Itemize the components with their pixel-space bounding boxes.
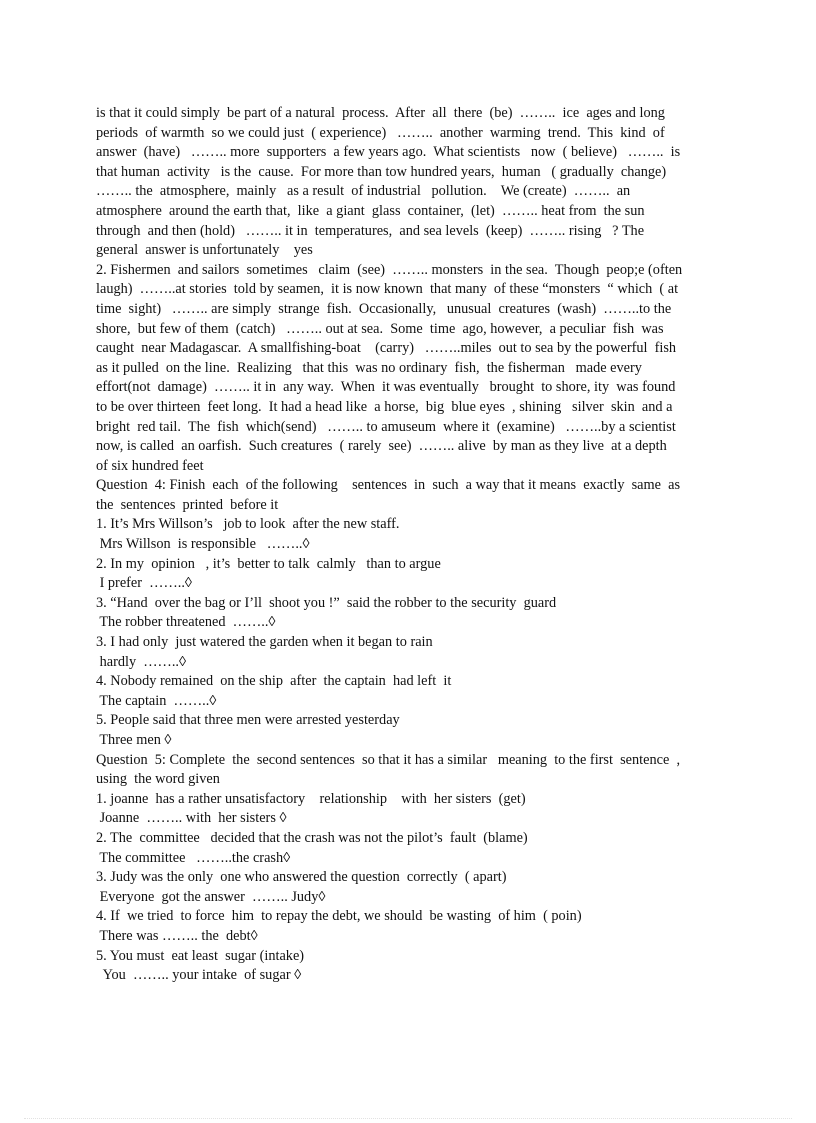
text-line: bright red tail. The fish which(send) …….. to amuseum where it (examine) ……..by a scientist	[96, 418, 676, 435]
text-line: shore, but few of them (catch) …….. out at sea. Some time ago, however, a peculiar fish was	[96, 320, 664, 337]
text-line: The robber threatened ……..◊	[96, 614, 276, 631]
text-line: 5. People said that three men were arrested yesterday	[96, 712, 400, 729]
text-line: hardly ……..◊	[96, 653, 187, 670]
text-line: atmosphere around the earth that, like a giant glass container, (let) …….. heat from the sun	[96, 202, 645, 219]
text-line: 5. You must eat least sugar (intake)	[96, 947, 305, 964]
text-line: through and then (hold) …….. it in temperatures, and sea levels (keep) …….. rising ? The	[96, 222, 645, 239]
text-line: There was …….. the debt◊	[96, 927, 258, 944]
text-line: general answer is unfortunately yes	[96, 242, 313, 259]
text-line: Mrs Willson is responsible ……..◊	[96, 536, 310, 553]
text-line: that human activity is the cause. For more than tow hundred years, human ( gradually change)	[96, 163, 667, 180]
text-line: Everyone got the answer …….. Judy◊	[96, 888, 326, 905]
text-line: is that it could simply be part of a natural process. After all there (be) …….. ice ages and long	[96, 105, 665, 121]
text-line: to be over thirteen feet long. It had a head like a horse, big blue eyes , shining silver skin and a	[96, 398, 673, 415]
text-line: 1. joanne has a rather unsatisfactory relationship with her sisters (get)	[96, 790, 526, 807]
text-line: 4. Nobody remained on the ship after the captain had left it	[96, 673, 452, 690]
text-line: Three men ◊	[96, 732, 172, 748]
text-line: now, is called an oarfish. Such creatures ( rarely see) …….. alive by man as they live at a depth	[96, 438, 667, 455]
text-line: The captain ……..◊	[96, 692, 217, 709]
text-line: 3. I had only just watered the garden when it began to rain	[96, 634, 433, 651]
text-line: Question 5: Complete the second sentences so that it has a similar meaning to the first sentence ,	[96, 751, 681, 768]
document-body	[96, 104, 724, 986]
text-line: as it pulled on the line. Realizing that this was no ordinary fish, the fisherman made every	[96, 359, 642, 376]
text-line: answer (have) …….. more supporters a few years ago. What scientists now ( believe) …….. is	[96, 144, 681, 161]
text-line: 1. It’s Mrs Willson’s job to look after the new staff.	[96, 516, 400, 533]
text-line: The committee ……..the crash◊	[96, 849, 291, 866]
text-line: laugh) ……..at stories told by seamen, it is now known that many of these “monsters “ which ( at	[96, 281, 679, 298]
text-line: You …….. your intake of sugar ◊	[96, 967, 302, 984]
text-line: periods of warmth so we could just ( experience) …….. another warming trend. This kind of	[96, 124, 665, 141]
text-line: Joanne …….. with her sisters ◊	[96, 810, 287, 827]
text-line: Question 4: Finish each of the following sentences in such a way that it means exactly same as	[96, 477, 681, 494]
text-line: 3. Judy was the only one who answered the question correctly ( apart)	[96, 869, 507, 886]
text-line: caught near Madagascar. A smallfishing-boat (carry) ……..miles out to sea by the powerful fish	[96, 340, 677, 357]
text-line: 2. In my opinion , it’s better to talk calmly than to argue	[96, 555, 441, 572]
text-line: 3. “Hand over the bag or I’ll shoot you !” said the robber to the security guard	[96, 594, 557, 611]
text-line: effort(not damage) …….. it in any way. When it was eventually brought to shore, ity was found	[96, 379, 676, 396]
text-line: 2. Fishermen and sailors sometimes claim (see) …….. monsters in the sea. Though peop;e (often	[96, 261, 683, 278]
text-line: …….. the atmosphere, mainly as a result of industrial pollution. We (create) …….. an	[96, 183, 631, 200]
text-line: time sight) …….. are simply strange fish. Occasionally, unusual creatures (wash) ……..to the	[96, 300, 672, 317]
text-line: using the word given	[96, 771, 220, 788]
text-line: 2. The committee decided that the crash was not the pilot’s fault (blame)	[96, 829, 528, 846]
text-line: I prefer ……..◊	[96, 575, 192, 592]
text-line: the sentences printed before it	[96, 496, 279, 513]
text-line: 4. If we tried to force him to repay the debt, we should be wasting of him ( poin)	[96, 908, 582, 925]
text-line: of six hundred feet	[96, 457, 204, 474]
page-bottom-divider	[24, 1118, 792, 1119]
